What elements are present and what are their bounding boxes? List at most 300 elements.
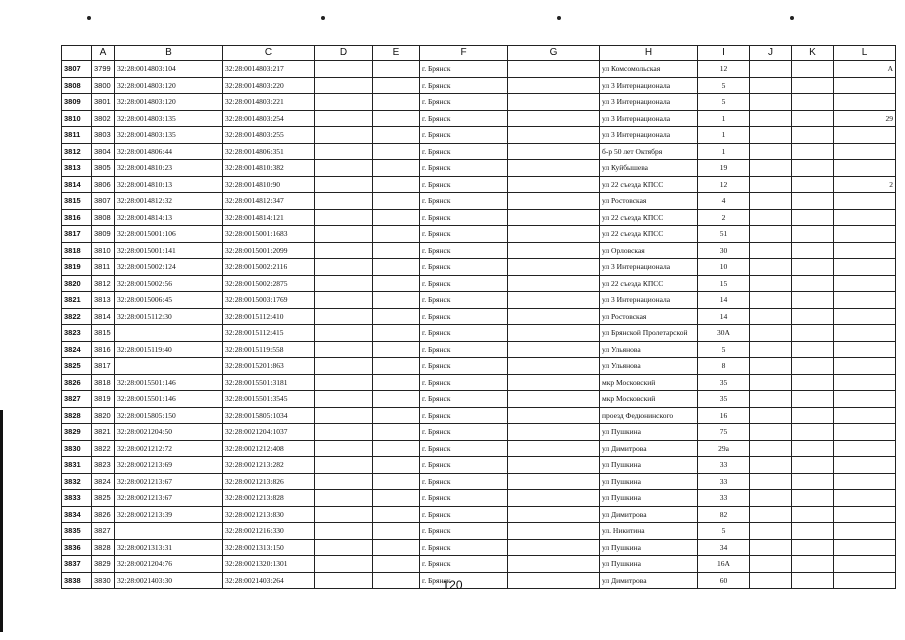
- table-row: [62, 407, 896, 424]
- row-number-cell: 3807: [62, 61, 92, 78]
- cell-h: ул Куйбышева: [600, 160, 698, 177]
- cell-h: ул Димитрова: [600, 440, 698, 457]
- cell-f: г. Брянск: [420, 127, 508, 144]
- cell-d: [315, 523, 373, 540]
- cell-l: 2: [834, 176, 896, 193]
- cell-f: г. Брянск: [420, 160, 508, 177]
- cell-f: г. Брянск: [420, 259, 508, 276]
- cell-a: 3827: [92, 523, 115, 540]
- cell-c: 32:28:0014803:217: [223, 61, 315, 78]
- cell-j: [750, 556, 792, 573]
- cell-i: 82: [698, 506, 750, 523]
- table-row: [62, 61, 896, 78]
- column-header: J: [750, 46, 792, 61]
- cell-a: 3804: [92, 143, 115, 160]
- cell-f: г. Брянск: [420, 473, 508, 490]
- table-row: [62, 193, 896, 210]
- cell-d: [315, 308, 373, 325]
- cell-a: 3814: [92, 308, 115, 325]
- cell-g: [508, 523, 600, 540]
- row-number-cell: 3822: [62, 308, 92, 325]
- cell-c: 32:28:0014803:255: [223, 127, 315, 144]
- table-row: [62, 242, 896, 259]
- cell-b: 32:28:0014803:120: [115, 94, 223, 111]
- cell-l: [834, 374, 896, 391]
- row-number-cell: 3810: [62, 110, 92, 127]
- cell-a: 3826: [92, 506, 115, 523]
- cell-b: 32:28:0014803:135: [115, 127, 223, 144]
- cell-c: 32:28:0014806:351: [223, 143, 315, 160]
- cell-h: ул Пушкина: [600, 424, 698, 441]
- cell-h: ул 3 Интернационала: [600, 110, 698, 127]
- cell-b: [115, 523, 223, 540]
- cell-e: [373, 176, 420, 193]
- cell-k: [792, 209, 834, 226]
- cell-l: [834, 358, 896, 375]
- cell-d: [315, 176, 373, 193]
- cell-k: [792, 325, 834, 342]
- cell-i: 1: [698, 143, 750, 160]
- cell-j: [750, 440, 792, 457]
- cell-a: 3810: [92, 242, 115, 259]
- cell-h: ул Комсомольская: [600, 61, 698, 78]
- cell-k: [792, 61, 834, 78]
- row-number-cell: 3828: [62, 407, 92, 424]
- cell-k: [792, 259, 834, 276]
- table-row: [62, 473, 896, 490]
- cell-j: [750, 94, 792, 111]
- cell-a: 3811: [92, 259, 115, 276]
- cell-d: [315, 407, 373, 424]
- column-header: C: [223, 46, 315, 61]
- page-number: 120: [442, 578, 463, 592]
- cell-h: ул Пушкина: [600, 556, 698, 573]
- cell-f: г. Брянск: [420, 275, 508, 292]
- cell-b: 32:28:0014803:135: [115, 110, 223, 127]
- cell-c: 32:28:0021313:150: [223, 539, 315, 556]
- cell-i: 5: [698, 523, 750, 540]
- cell-i: 15: [698, 275, 750, 292]
- cell-h: ул 22 съезда КПСС: [600, 226, 698, 243]
- cell-e: [373, 341, 420, 358]
- column-header: B: [115, 46, 223, 61]
- cell-h: ул 3 Интернационала: [600, 292, 698, 309]
- table-row: [62, 209, 896, 226]
- row-number-cell: 3813: [62, 160, 92, 177]
- table-row: [62, 160, 896, 177]
- cell-i: 12: [698, 176, 750, 193]
- cell-g: [508, 506, 600, 523]
- cell-d: [315, 457, 373, 474]
- cell-a: 3816: [92, 341, 115, 358]
- cell-b: 32:28:0014803:120: [115, 77, 223, 94]
- cell-i: 75: [698, 424, 750, 441]
- cell-f: г. Брянск: [420, 391, 508, 408]
- row-number-cell: 3821: [62, 292, 92, 309]
- cell-h: ул Пушкина: [600, 473, 698, 490]
- cell-j: [750, 374, 792, 391]
- cell-l: [834, 556, 896, 573]
- cell-h: ул 22 съезда КПСС: [600, 209, 698, 226]
- row-number-cell: 3820: [62, 275, 92, 292]
- row-number-cell: 3818: [62, 242, 92, 259]
- cell-f: г. Брянск: [420, 539, 508, 556]
- cell-h: ул Ульянова: [600, 341, 698, 358]
- table-row: [62, 77, 896, 94]
- cell-e: [373, 325, 420, 342]
- row-number-cell: 3829: [62, 424, 92, 441]
- cell-f: г. Брянск: [420, 292, 508, 309]
- table-row: [62, 523, 896, 540]
- page-dot: [87, 16, 91, 20]
- cell-a: 3818: [92, 374, 115, 391]
- cell-l: [834, 407, 896, 424]
- table-row: [62, 259, 896, 276]
- cell-h: ул Ульянова: [600, 358, 698, 375]
- cell-g: [508, 341, 600, 358]
- cell-d: [315, 77, 373, 94]
- cell-a: 3829: [92, 556, 115, 573]
- cell-d: [315, 193, 373, 210]
- cell-l: [834, 292, 896, 309]
- row-number-cell: 3832: [62, 473, 92, 490]
- cell-j: [750, 490, 792, 507]
- cell-h: ул 3 Интернационала: [600, 77, 698, 94]
- cell-j: [750, 424, 792, 441]
- cell-d: [315, 473, 373, 490]
- cell-j: [750, 275, 792, 292]
- cell-l: A: [834, 61, 896, 78]
- cell-j: [750, 473, 792, 490]
- cell-e: [373, 110, 420, 127]
- row-number-cell: 3808: [62, 77, 92, 94]
- cell-k: [792, 539, 834, 556]
- cell-k: [792, 457, 834, 474]
- cell-k: [792, 308, 834, 325]
- cell-c: 32:28:0014810:90: [223, 176, 315, 193]
- cell-k: [792, 440, 834, 457]
- cell-b: 32:28:0021313:31: [115, 539, 223, 556]
- cell-a: 3801: [92, 94, 115, 111]
- table-row: [62, 374, 896, 391]
- cell-b: 32:28:0021213:67: [115, 490, 223, 507]
- row-number-cell: 3815: [62, 193, 92, 210]
- cell-j: [750, 539, 792, 556]
- cell-j: [750, 308, 792, 325]
- column-header: K: [792, 46, 834, 61]
- cell-l: [834, 275, 896, 292]
- cell-j: [750, 61, 792, 78]
- table-row: [62, 94, 896, 111]
- cell-k: [792, 193, 834, 210]
- row-number-cell: 3824: [62, 341, 92, 358]
- cell-e: [373, 556, 420, 573]
- cell-e: [373, 61, 420, 78]
- cell-e: [373, 160, 420, 177]
- cell-i: 14: [698, 308, 750, 325]
- cell-i: 34: [698, 539, 750, 556]
- cell-k: [792, 94, 834, 111]
- cell-j: [750, 176, 792, 193]
- table-row: [62, 176, 896, 193]
- cell-f: г. Брянск: [420, 407, 508, 424]
- cell-i: 4: [698, 193, 750, 210]
- table-row: [62, 424, 896, 441]
- cell-h: ул Димитрова: [600, 506, 698, 523]
- cell-c: 32:28:0015001:1683: [223, 226, 315, 243]
- cell-a: 3813: [92, 292, 115, 309]
- cell-d: [315, 391, 373, 408]
- cell-f: г. Брянск: [420, 226, 508, 243]
- row-number-cell: 3814: [62, 176, 92, 193]
- row-number-cell: 3827: [62, 391, 92, 408]
- cell-j: [750, 242, 792, 259]
- cell-l: [834, 424, 896, 441]
- cell-c: 32:28:0021212:408: [223, 440, 315, 457]
- table-row: [62, 358, 896, 375]
- cell-k: [792, 160, 834, 177]
- cell-g: [508, 539, 600, 556]
- row-number-cell: 3831: [62, 457, 92, 474]
- cell-g: [508, 77, 600, 94]
- cell-g: [508, 556, 600, 573]
- cell-k: [792, 473, 834, 490]
- cell-g: [508, 490, 600, 507]
- cell-a: 3820: [92, 407, 115, 424]
- row-number-cell: 3826: [62, 374, 92, 391]
- cell-d: [315, 556, 373, 573]
- cell-a: 3799: [92, 61, 115, 78]
- cell-b: 32:28:0014814:13: [115, 209, 223, 226]
- cell-g: [508, 457, 600, 474]
- cell-f: г. Брянск: [420, 572, 508, 589]
- table-row: [62, 275, 896, 292]
- cell-g: [508, 160, 600, 177]
- cell-a: 3830: [92, 572, 115, 589]
- cell-i: 19: [698, 160, 750, 177]
- row-number-cell: 3812: [62, 143, 92, 160]
- cell-c: 32:28:0021403:264: [223, 572, 315, 589]
- cell-a: 3823: [92, 457, 115, 474]
- cell-b: 32:28:0015112:30: [115, 308, 223, 325]
- cell-g: [508, 209, 600, 226]
- cell-d: [315, 506, 373, 523]
- cell-i: 1: [698, 110, 750, 127]
- cell-e: [373, 209, 420, 226]
- spreadsheet-table: [61, 45, 896, 589]
- cell-g: [508, 374, 600, 391]
- cell-j: [750, 341, 792, 358]
- cell-f: г. Брянск: [420, 242, 508, 259]
- cell-l: [834, 259, 896, 276]
- cell-h: ул. Никитина: [600, 523, 698, 540]
- cell-b: 32:28:0015002:56: [115, 275, 223, 292]
- cell-l: [834, 473, 896, 490]
- cell-h: ул Брянской Пролетарской: [600, 325, 698, 342]
- cell-a: 3824: [92, 473, 115, 490]
- cell-j: [750, 358, 792, 375]
- cell-k: [792, 143, 834, 160]
- cell-c: 32:28:0015003:1769: [223, 292, 315, 309]
- cell-c: 32:28:0014814:121: [223, 209, 315, 226]
- cell-h: ул 3 Интернационала: [600, 259, 698, 276]
- cell-g: [508, 259, 600, 276]
- cell-e: [373, 473, 420, 490]
- cell-h: ул Ростовская: [600, 308, 698, 325]
- cell-j: [750, 506, 792, 523]
- cell-k: [792, 77, 834, 94]
- cell-j: [750, 160, 792, 177]
- cell-e: [373, 242, 420, 259]
- cell-e: [373, 440, 420, 457]
- cell-l: [834, 226, 896, 243]
- cell-l: [834, 77, 896, 94]
- cell-d: [315, 259, 373, 276]
- table-row: [62, 490, 896, 507]
- cell-c: 32:28:0021320:1301: [223, 556, 315, 573]
- cell-f: г. Брянск: [420, 143, 508, 160]
- cell-i: 60: [698, 572, 750, 589]
- cell-a: 3805: [92, 160, 115, 177]
- cell-e: [373, 292, 420, 309]
- cell-c: 32:28:0015112:410: [223, 308, 315, 325]
- cell-b: 32:28:0021213:67: [115, 473, 223, 490]
- cell-d: [315, 209, 373, 226]
- cell-i: 30А: [698, 325, 750, 342]
- cell-c: 32:28:0021213:830: [223, 506, 315, 523]
- cell-e: [373, 407, 420, 424]
- cell-e: [373, 358, 420, 375]
- table-row: [62, 143, 896, 160]
- cell-g: [508, 473, 600, 490]
- cell-b: 32:28:0015001:106: [115, 226, 223, 243]
- cell-i: 2: [698, 209, 750, 226]
- row-number-cell: 3837: [62, 556, 92, 573]
- cell-g: [508, 193, 600, 210]
- cell-f: г. Брянск: [420, 94, 508, 111]
- row-number-cell: 3823: [62, 325, 92, 342]
- cell-k: [792, 226, 834, 243]
- cell-i: 29а: [698, 440, 750, 457]
- cell-l: [834, 523, 896, 540]
- cell-e: [373, 374, 420, 391]
- cell-e: [373, 391, 420, 408]
- cell-i: 33: [698, 457, 750, 474]
- column-header-row: [62, 46, 896, 61]
- cell-l: [834, 193, 896, 210]
- cell-a: 3803: [92, 127, 115, 144]
- cell-e: [373, 506, 420, 523]
- cell-i: 51: [698, 226, 750, 243]
- cell-i: 5: [698, 341, 750, 358]
- cell-c: 32:28:0015501:3545: [223, 391, 315, 408]
- cell-l: [834, 94, 896, 111]
- cell-f: г. Брянск: [420, 325, 508, 342]
- cell-i: 10: [698, 259, 750, 276]
- cell-g: [508, 424, 600, 441]
- cell-e: [373, 424, 420, 441]
- cell-i: 5: [698, 77, 750, 94]
- row-number-cell: 3835: [62, 523, 92, 540]
- cell-h: ул Пушкина: [600, 457, 698, 474]
- column-header: G: [508, 46, 600, 61]
- column-header: H: [600, 46, 698, 61]
- cell-f: г. Брянск: [420, 358, 508, 375]
- cell-j: [750, 259, 792, 276]
- cell-i: 16: [698, 407, 750, 424]
- cell-e: [373, 193, 420, 210]
- cell-c: 32:28:0015201:863: [223, 358, 315, 375]
- row-number-cell: 3809: [62, 94, 92, 111]
- cell-c: 32:28:0014803:220: [223, 77, 315, 94]
- cell-g: [508, 242, 600, 259]
- cell-f: г. Брянск: [420, 209, 508, 226]
- row-number-cell: 3816: [62, 209, 92, 226]
- table-row: [62, 391, 896, 408]
- table-row: [62, 440, 896, 457]
- cell-e: [373, 259, 420, 276]
- cell-f: г. Брянск: [420, 490, 508, 507]
- cell-e: [373, 457, 420, 474]
- cell-a: 3828: [92, 539, 115, 556]
- cell-j: [750, 407, 792, 424]
- cell-b: 32:28:0021204:50: [115, 424, 223, 441]
- cell-b: 32:28:0014810:23: [115, 160, 223, 177]
- cell-c: 32:28:0015002:2875: [223, 275, 315, 292]
- cell-l: [834, 391, 896, 408]
- cell-l: [834, 308, 896, 325]
- cell-d: [315, 242, 373, 259]
- cell-l: [834, 325, 896, 342]
- cell-g: [508, 143, 600, 160]
- cell-a: 3806: [92, 176, 115, 193]
- cell-i: 8: [698, 358, 750, 375]
- cell-h: ул 3 Интернационала: [600, 94, 698, 111]
- cell-b: 32:28:0015501:146: [115, 374, 223, 391]
- table-row: [62, 506, 896, 523]
- cell-j: [750, 226, 792, 243]
- cell-l: [834, 341, 896, 358]
- cell-h: ул 22 съезда КПСС: [600, 176, 698, 193]
- cell-b: 32:28:0015001:141: [115, 242, 223, 259]
- cell-k: [792, 275, 834, 292]
- column-header: A: [92, 46, 115, 61]
- cell-f: г. Брянск: [420, 440, 508, 457]
- cell-b: 32:28:0014812:32: [115, 193, 223, 210]
- cell-f: г. Брянск: [420, 556, 508, 573]
- cell-a: 3815: [92, 325, 115, 342]
- cell-c: 32:28:0021213:828: [223, 490, 315, 507]
- page-dot: [557, 16, 561, 20]
- cell-c: 32:28:0014810:382: [223, 160, 315, 177]
- cell-j: [750, 110, 792, 127]
- cell-d: [315, 275, 373, 292]
- cell-b: 32:28:0015006:45: [115, 292, 223, 309]
- cell-h: ул Орловская: [600, 242, 698, 259]
- table-row: [62, 127, 896, 144]
- cell-f: г. Брянск: [420, 193, 508, 210]
- cell-l: [834, 209, 896, 226]
- cell-d: [315, 110, 373, 127]
- cell-a: 3825: [92, 490, 115, 507]
- cell-j: [750, 143, 792, 160]
- cell-j: [750, 457, 792, 474]
- cell-a: 3821: [92, 424, 115, 441]
- cell-b: 32:28:0015805:150: [115, 407, 223, 424]
- cell-e: [373, 77, 420, 94]
- cell-k: [792, 490, 834, 507]
- row-number-cell: 3825: [62, 358, 92, 375]
